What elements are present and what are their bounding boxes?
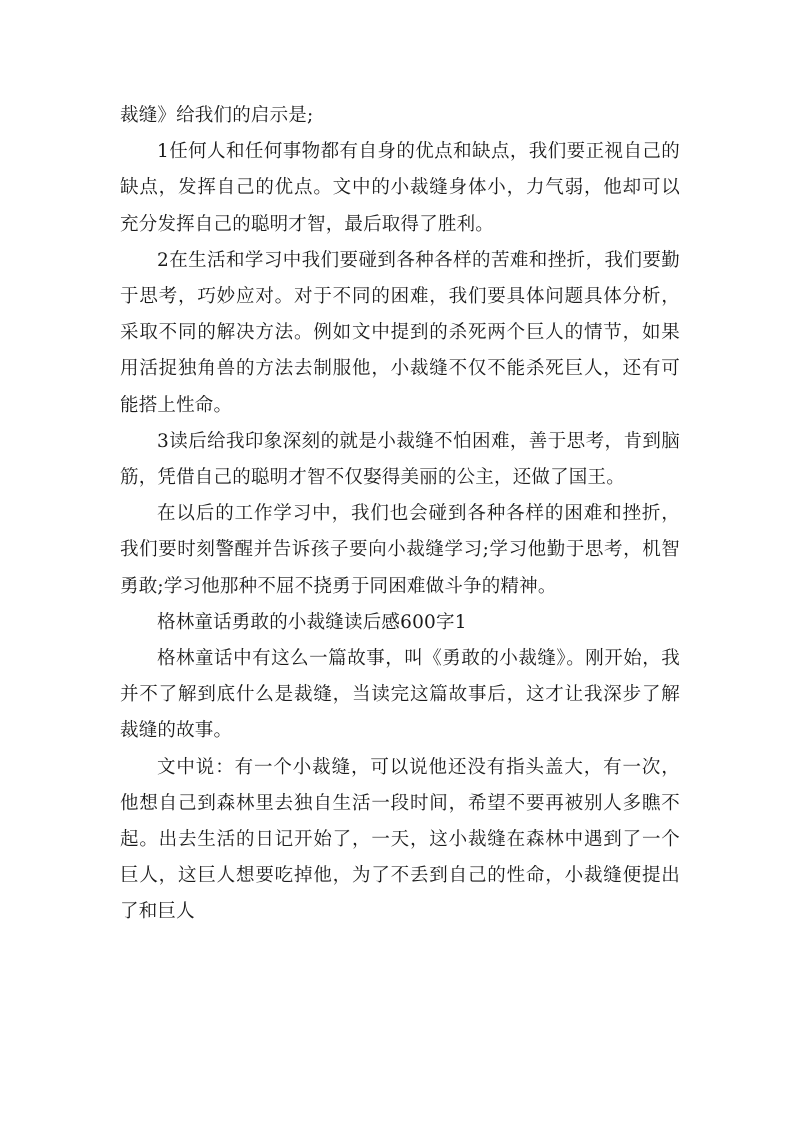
document-body xyxy=(120,98,680,931)
section-heading: 格林童话勇敢的小裁缝读后感600字1 xyxy=(157,611,467,633)
paragraph-point-3: 3读后给我印象深刻的就是小裁缝不怕困难，善于思考，肯到脑筋，凭借自己的聪明才智不仅娶得美丽的公主，还做了国王。 xyxy=(120,430,680,489)
paragraph-story: 文中说：有一个小裁缝，可以说他还没有指头盖大，有一次，他想自己到森林里去独自生活一段时间，希望不要再被别人多瞧不起。出去生活的日记开始了，一天，这小裁缝在森林中遇到了一个巨人，这巨人想要吃掉他，为了不丢到自己的性命，小裁缝便提出了和巨人 xyxy=(120,756,680,923)
paragraph-continuation: 裁缝》给我们的启示是; xyxy=(120,105,314,126)
paragraph-conclusion: 在以后的工作学习中，我们也会碰到各种各样的困难和挫折，我们要时刻警醒并告诉孩子要向小裁缝学习;学习他勤于思考，机智勇敢;学习他那种不屈不挠勇于同困难做斗争的精神。 xyxy=(120,503,680,597)
paragraph-point-1: 1任何人和任何事物都有自身的优点和缺点，我们要正视自己的缺点，发挥自己的优点。文中的小裁缝身体小，力气弱，他却可以充分发挥自己的聪明才智，最后取得了胜利。 xyxy=(120,141,680,235)
paragraph-intro: 格林童话中有这么一篇故事，叫《勇敢的小裁缝》。刚开始，我并不了解到底什么是裁缝，当读完这篇故事后，这才让我深步了解裁缝的故事。 xyxy=(120,648,680,742)
paragraph-point-2: 2在生活和学习中我们要碰到各种各样的苦难和挫折，我们要勤于思考，巧妙应对。对于不同的困难，我们要具体问题具体分析，采取不同的解决方法。例如文中提到的杀死两个巨人的情节，如果用活捉独角兽的方法去制服他，小裁缝不仅不能杀死巨人，还有可能搭上性命。 xyxy=(120,249,680,416)
